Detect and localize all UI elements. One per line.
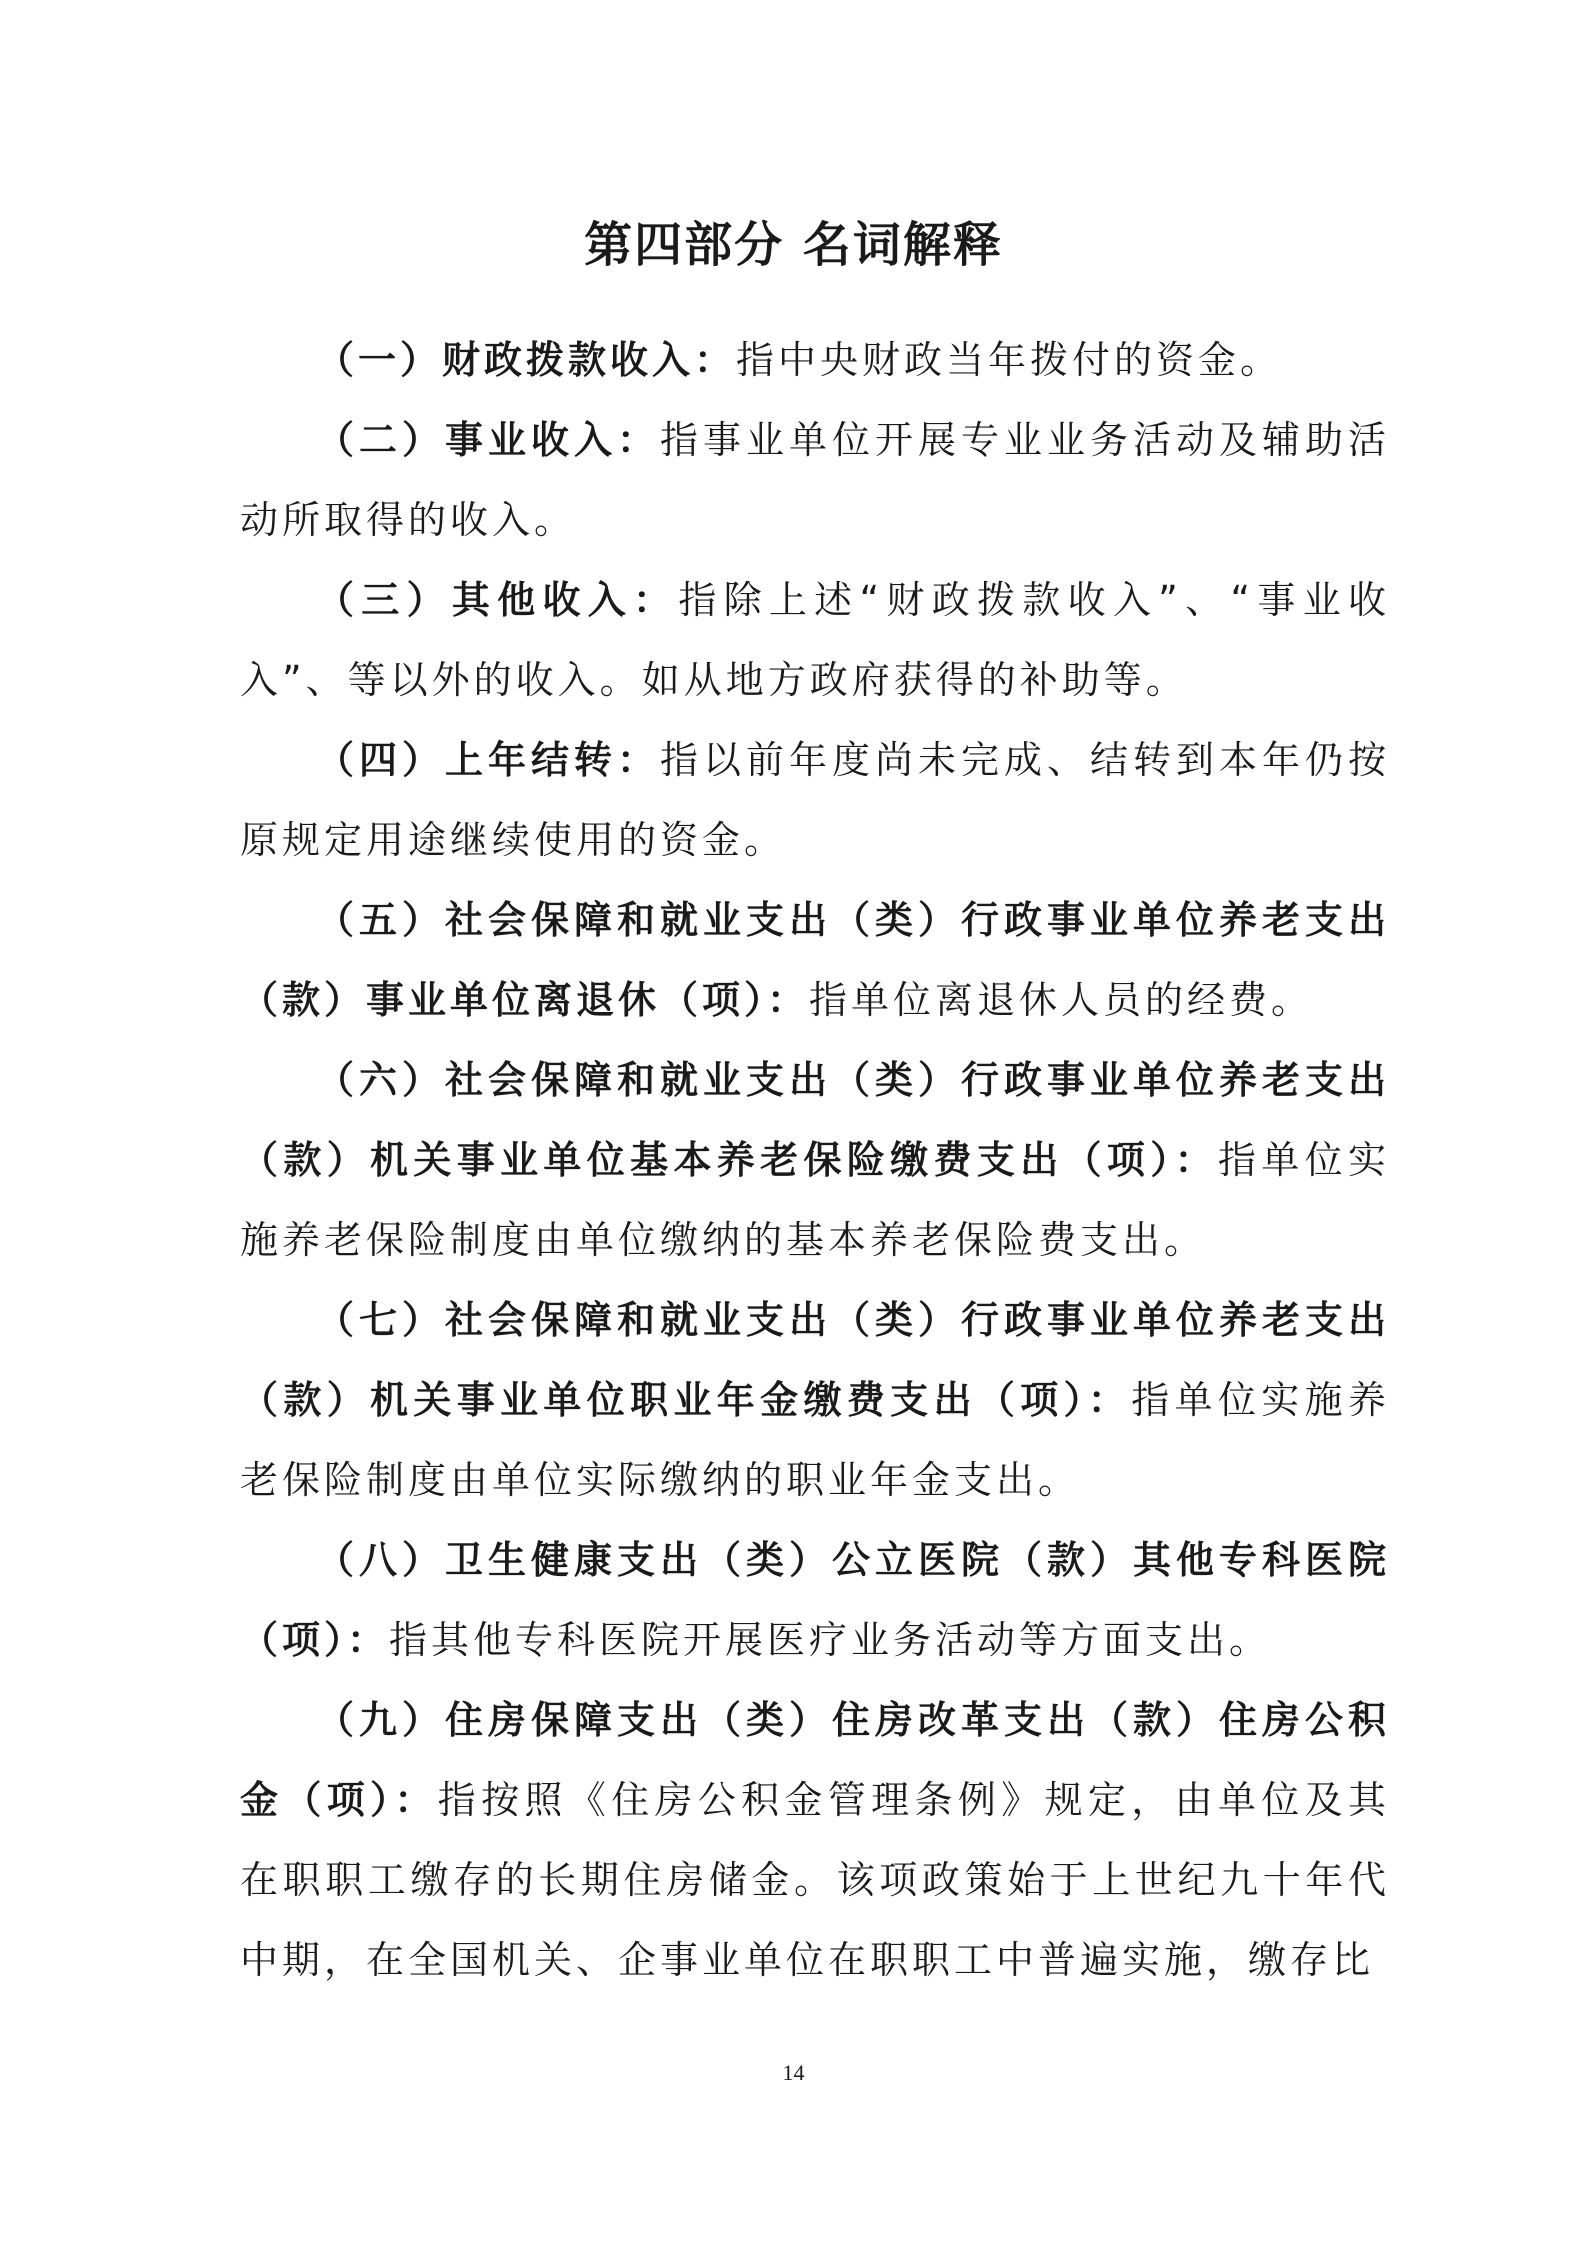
- term-label: （六）社会保障和就业支出（类）行政事业单位养老支出（款）机关事业单位基本养老保险缴费支出（项）：: [240, 1058, 1390, 1182]
- definition-paragraph-7: [240, 1280, 1390, 1520]
- term-definition: 指以前年度尚未完成、结转到本年仍按原规定用途继续使用的资金。: [240, 738, 1390, 862]
- term-definition: 指其他专科医院开展医疗业务活动等方面支出。: [389, 1618, 1272, 1662]
- term-definition: 指按照《住房公积金管理条例》规定，由单位及其在职职工缴存的长期住房储金。该项政策始于上世纪九十年代中期，在全国机关、企事业单位在职职工中普遍实施，缴存比: [240, 1778, 1390, 1982]
- definition-paragraph-3: [240, 560, 1390, 720]
- definition-paragraph-2: [240, 400, 1390, 560]
- definition-paragraph-1: [240, 320, 1390, 400]
- definition-paragraph-5: [240, 880, 1390, 1040]
- page-number: 14: [782, 2060, 805, 2085]
- term-definition: 指除上述“财政拨款收入”、“事业收入”、等以外的收入。如从地方政府获得的补助等。: [240, 578, 1390, 702]
- term-definition: 指事业单位开展专业业务活动及辅助活动所取得的收入。: [240, 418, 1390, 542]
- term-label: （四）上年结转：: [316, 738, 660, 782]
- term-label: （五）社会保障和就业支出（类）行政事业单位养老支出（款）事业单位离退休（项）：: [240, 898, 1390, 1022]
- term-label: （一）财政拨款收入：: [316, 338, 737, 382]
- term-label: （三）其他收入：: [316, 578, 679, 622]
- page-title: 第四部分 名词解释: [584, 217, 1003, 273]
- term-definition: 指单位实施养老保险制度由单位实际缴纳的职业年金支出。: [240, 1378, 1390, 1502]
- definition-paragraph-4: [240, 720, 1390, 880]
- definition-paragraph-9: [240, 1680, 1390, 2000]
- definitions-body: [240, 320, 1390, 2000]
- term-definition: 指单位离退休人员的经费。: [809, 978, 1314, 1022]
- term-label: （二）事业收入：: [316, 418, 660, 462]
- definition-paragraph-8: [240, 1520, 1390, 1680]
- term-definition: 指单位实施养老保险制度由单位缴纳的基本养老保险费支出。: [240, 1138, 1390, 1262]
- term-definition: 指中央财政当年拨付的资金。: [736, 338, 1283, 382]
- term-label: （七）社会保障和就业支出（类）行政事业单位养老支出（款）机关事业单位职业年金缴费支出（项）：: [240, 1298, 1390, 1422]
- term-label: （九）住房保障支出（类）住房改革支出（款）住房公积金（项）：: [240, 1698, 1390, 1822]
- term-label: （八）卫生健康支出（类）公立医院（款）其他专科医院（项）：: [240, 1538, 1390, 1662]
- definition-paragraph-6: [240, 1040, 1390, 1280]
